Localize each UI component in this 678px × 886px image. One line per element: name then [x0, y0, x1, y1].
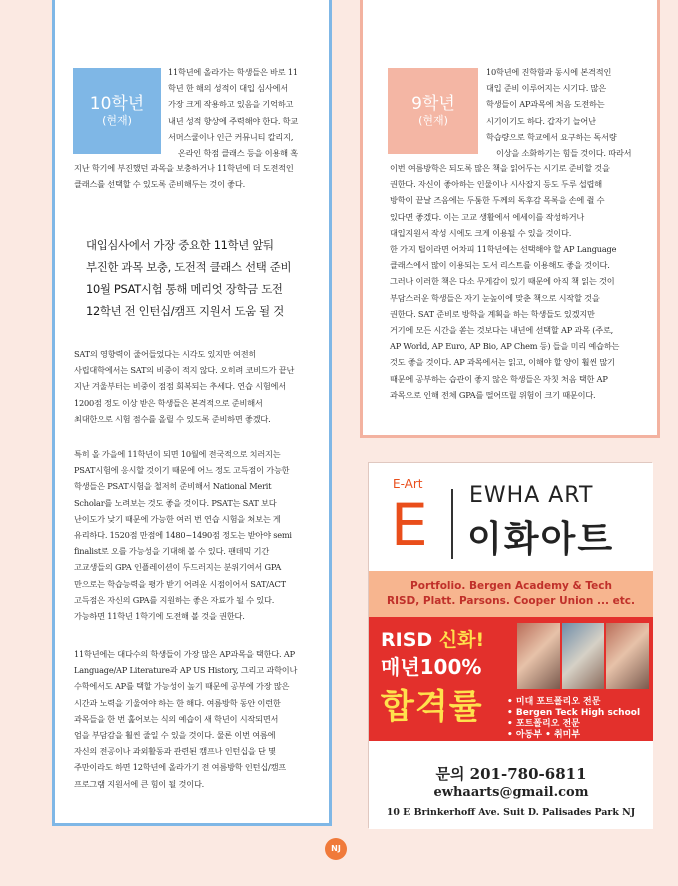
- text-line: 최대한으로 시험 점수를 올릴 수 있도록 준비하면 좋겠다.: [74, 413, 271, 424]
- text-line: 내년 성적 향상에 주력해야 한다. 학교: [168, 115, 299, 126]
- text-line: 방학이 끝날 즈음에는 두툼한 두께의 독후감 목록을 손에 쥘 수: [390, 195, 605, 206]
- ad-pass-rate: 합격률: [381, 687, 483, 727]
- text-line: 시기이기도 하다. 갑자기 늘어난: [486, 115, 596, 126]
- text-line: finalist로 오를 가능성을 기대해 볼 수 있다. 팬데믹 기간: [74, 546, 270, 557]
- ad-service-item: • Bergen Teck High school: [507, 708, 641, 718]
- text-line: 거기에 모든 시간을 쏟는 것보다는 내년에 선택할 AP 과목 (주로,: [390, 325, 614, 336]
- ad-risd-accent: 신화!: [438, 629, 485, 651]
- ad-service-item: • 미대 포트폴리오 전문: [507, 697, 601, 707]
- text-line: Language/AP Literature과 AP US History, 그리고 과학이나: [74, 665, 298, 676]
- grade9-intro: [486, 64, 631, 161]
- grade10-badge-sub: (현재): [102, 114, 132, 127]
- ad-photo: [562, 623, 605, 689]
- text-line: 클래스를 선택할 수 있도록 준비해두는 것이 좋다.: [74, 179, 246, 190]
- text-line: 권한다. SAT 준비로 방학을 계획을 하는 학생들도 있겠지만: [390, 308, 595, 319]
- text-line: 것도 좋을 것이다. AP 과목에서는 읽고, 이해야 할 양이 훨씬 많기: [390, 357, 615, 368]
- ad-e-logo: E: [391, 491, 428, 559]
- ewha-art-ad[interactable]: [368, 462, 652, 828]
- grade10-intro-cont: [74, 160, 294, 192]
- text-line: 과목으로 인해 전체 GPA를 떨어뜨릴 위험이 크기 때문이다.: [390, 389, 596, 400]
- ad-strip-line: Portfolio. Bergen Academy & Tech: [410, 580, 612, 592]
- text-line: 학생들이 AP과목에 처음 도전하는: [486, 99, 605, 110]
- ad-service-list: [507, 697, 640, 741]
- text-line: 특히 올 가을에 11학년이 되면 10월에 전국적으로 치러지는: [74, 449, 281, 459]
- page-region-tag: NJ: [325, 838, 347, 860]
- ad-phone[interactable]: 문의 201-780-6811: [435, 765, 587, 783]
- ad-contact: [369, 741, 653, 829]
- text-line: SAT의 영향력이 줄어들었다는 시각도 있지만 여전히: [74, 349, 257, 359]
- highlight-line: 부진한 과목 보충, 도전적 클래스 선택 준비: [86, 260, 292, 274]
- ad-photo: [517, 623, 560, 689]
- ad-service-item: • 포트폴리오 전문: [507, 719, 580, 729]
- text-line: 학년 한 해의 성적이 대입 심사에서: [168, 83, 288, 94]
- text-line: 난이도가 낮기 때문에 가능한 여러 번 연습 시험을 쳐보는 게: [74, 513, 281, 524]
- text-line: 클래스에서 많이 이용되는 도서 리스트를 이용해도 좋을 것이다.: [390, 260, 610, 271]
- grade9-badge: [388, 68, 478, 154]
- ad-risd-text: RISD: [381, 629, 439, 651]
- text-line: 이상을 소화하기는 힘들 것이다. 따라서: [496, 148, 632, 159]
- grade10-intro: [168, 64, 298, 161]
- grade10-paragraph-ap: [74, 646, 297, 792]
- text-line: 가능하면 11학년 1학기에 도전해 볼 것을 권한다.: [74, 611, 245, 622]
- text-line: 프로그램 지원서에 큰 힘이 될 것이다.: [74, 778, 205, 789]
- ad-name-english: EWHA ART: [469, 483, 594, 508]
- text-line: 대입지원서 작성 시에도 크게 이용될 수 있을 것이다.: [390, 227, 572, 238]
- text-line: 과목들을 한 번 훑어보는 식의 예습이 새 학년이 시작되면서: [74, 713, 279, 724]
- text-line: 이번 여름방학은 되도록 많은 책을 읽어두는 시기로 준비할 것을: [390, 163, 610, 173]
- text-line: 사립대학에서는 SAT의 비중이 적지 않다. 오히려 코비드가 끝난: [74, 365, 295, 376]
- text-line: 가장 크게 작용하고 있음을 기억하고: [168, 99, 294, 110]
- grade10-badge-title: 10학년: [89, 94, 145, 114]
- text-line: 서머스쿨이나 인근 커뮤니티 칼리지,: [168, 131, 294, 142]
- text-line: 수학에서도 AP를 택할 가능성이 높기 때문에 공부에 가장 많은: [74, 681, 290, 692]
- text-line: 한 가지 팁이라면 어차피 11학년에는 선택해야 할 AP Language: [390, 244, 617, 255]
- text-line: 고득점은 자신의 GPA를 지원하는 좋은 자료가 될 수 있다.: [74, 594, 275, 605]
- ad-promo-block: [369, 617, 653, 741]
- text-line: PSAT시험에 응시할 것이기 때문에 어느 정도 고득점이 가능한: [74, 465, 290, 476]
- text-line: 1200점 정도 이상 받은 학생들은 본격적으로 준비해서: [74, 397, 263, 408]
- grade10-paragraph-psat: [74, 446, 292, 624]
- ad-yearly-rate: 매년100%: [381, 655, 482, 679]
- text-line: Scholar를 노려보는 것도 좋을 것이다. PSAT는 SAT 보다: [74, 497, 277, 508]
- text-line: 지난 학기에 부진했던 과목을 보충하거나 11학년에 더 도전적인: [74, 163, 294, 173]
- ad-strip-line: RISD, Platt. Parsons. Cooper Union ... etc.: [386, 595, 635, 607]
- grade10-badge: [73, 68, 161, 154]
- grade9-badge-sub: (현재): [418, 114, 448, 127]
- ad-divider: [451, 489, 453, 559]
- grade10-paragraph-sat: [74, 346, 294, 427]
- ad-school-strip: [369, 571, 653, 617]
- ad-photo-strip: [517, 623, 649, 689]
- grade10-highlights: [86, 234, 291, 322]
- text-line: 주만이라도 하면 12학년에 올라가기 전 여름방학 인턴십/캠프: [74, 762, 287, 773]
- ad-name-korean: 이화아트: [467, 519, 615, 560]
- text-line: 온라인 학점 클래스 등을 이용해 혹: [178, 148, 298, 159]
- ad-photo: [606, 623, 649, 689]
- text-line: 있다면 좋겠다. 이는 고교 생활에서 에세이를 작성하거나: [390, 211, 585, 222]
- text-line: 자신의 전공이나 과외활동과 관련된 캠프나 인턴십을 단 몇: [74, 746, 276, 757]
- text-line: 학습량으로 학교에서 요구하는 독서량: [486, 131, 617, 142]
- highlight-line: 10월 PSAT시험 통해 메리엇 장학금 도전: [86, 282, 283, 296]
- grade9-badge-title: 9학년: [411, 94, 455, 114]
- ad-eart-label: E-Art: [393, 477, 423, 491]
- text-line: 10학년에 진학함과 동시에 본격적인: [486, 67, 612, 77]
- ad-service-item: • 아동부 • 취미부: [507, 730, 581, 740]
- text-line: 학생들은 PSAT시험을 철저히 준비해서 National Merit: [74, 481, 272, 492]
- text-line: 만으로는 학습능력을 평가 받기 어려운 시점이어서 SAT/ACT: [74, 578, 286, 589]
- text-line: 고교생들의 GPA 인플레이션이 두드러지는 분위기여서 GPA: [74, 562, 282, 573]
- text-line: 지난 겨울부터는 비중이 점점 회복되는 추세다. 연습 시험에서: [74, 381, 286, 392]
- text-line: 11학년에는 대다수의 학생들이 가장 많은 AP과목을 택한다. AP: [74, 649, 295, 659]
- text-line: 시간과 노력을 기울여야 하는 한 해다. 여름방학 동안 이런한: [74, 697, 281, 708]
- text-line: 대입 준비 이루어지는 시기다. 많은: [486, 83, 606, 94]
- grade9-body: [390, 160, 619, 403]
- ad-email[interactable]: ewhaarts@gmail.com: [433, 785, 589, 800]
- highlight-line: 12학년 전 인턴십/캠프 지원서 도움 될 것: [86, 304, 284, 318]
- ad-header: [369, 463, 653, 573]
- highlight-line: 대입심사에서 가장 중요한 11학년 앞둬: [86, 238, 274, 252]
- text-line: 그러나 이러한 책은 다소 무게감이 있기 때문에 아직 책 읽는 것이: [390, 276, 615, 287]
- text-line: 11학년에 올라가는 학생들은 바로 11: [168, 67, 298, 77]
- text-line: 권한다. 자신이 좋아하는 인물이나 시사잡지 등도 두루 섭렵해: [390, 179, 602, 190]
- text-line: 유리하다. 1520점 만점에 1480~1490점 정도는 받아야 semi: [74, 530, 292, 541]
- text-line: 때문에 공부하는 습관이 좋지 않은 학생들은 자칫 처음 택한 AP: [390, 373, 608, 384]
- text-line: AP World, AP Euro, AP Bio, AP Chem 등) 들을 미리 예습하는: [390, 341, 620, 352]
- ad-risd-headline: [381, 625, 484, 652]
- text-line: 부담스러운 학생들은 자기 눈높이에 맞춘 책으로 시작할 것을: [390, 292, 600, 303]
- text-line: 엄을 부담감을 훨씬 줄일 수 있을 것이다. 물론 이번 여름에: [74, 730, 276, 741]
- ad-address: 10 E Brinkerhoff Ave. Suit D. Palisades Park NJ: [386, 807, 636, 818]
